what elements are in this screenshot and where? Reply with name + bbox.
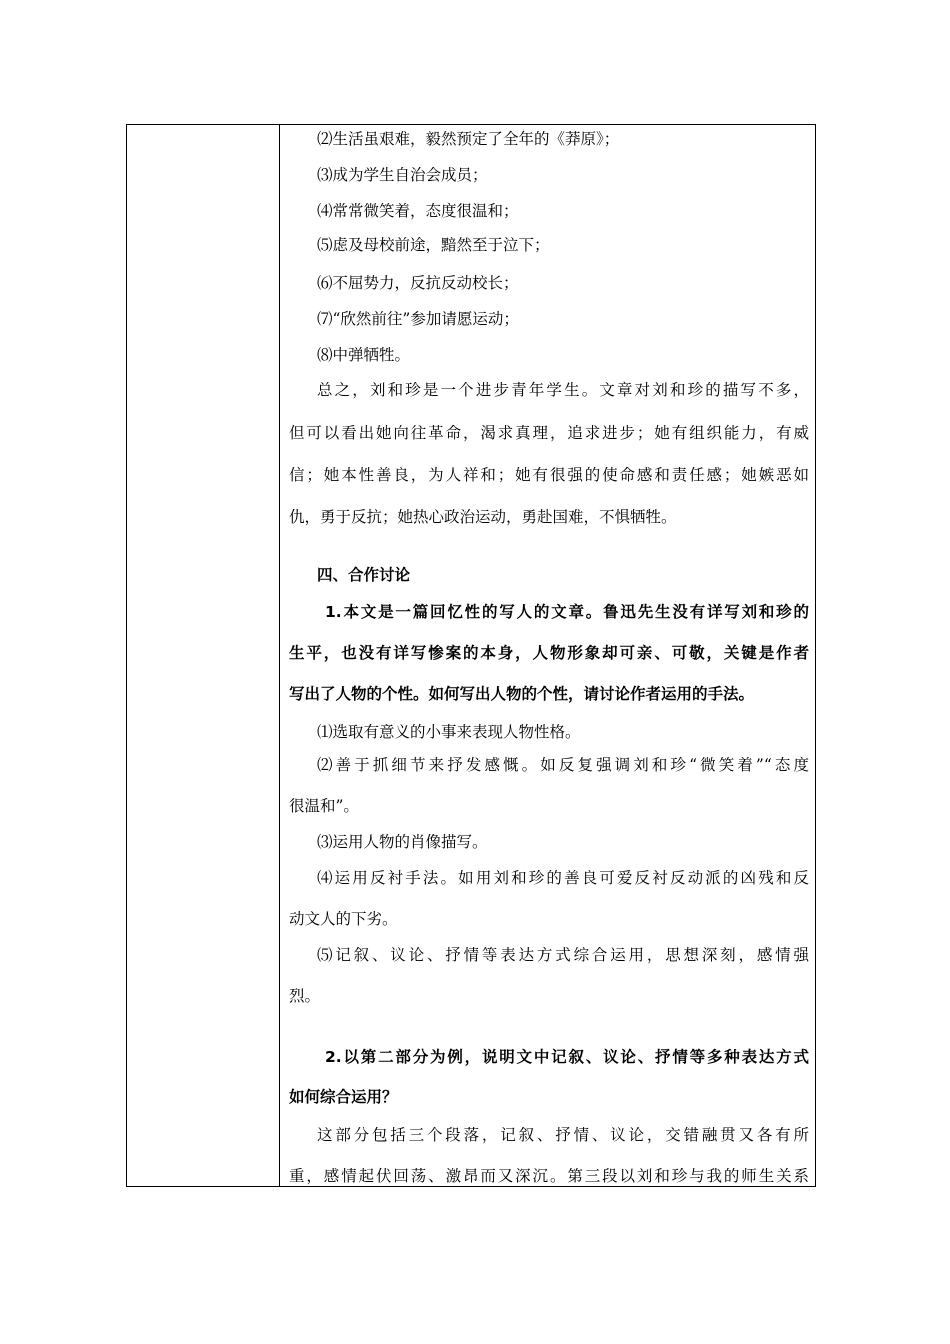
- list-item: ⑷常常微笑着，态度很温和；: [317, 202, 519, 220]
- list-item: ⑻中弹牺牲。: [317, 346, 411, 364]
- question-line: 生平，也没有详写惨案的本身，人物形象却可亲、可敬，关键是作者: [289, 644, 809, 662]
- answer-line: 烈。: [289, 987, 321, 1005]
- question-line: 1.本文是一篇回忆性的写人的文章。鲁迅先生没有详写刘和珍的: [325, 603, 809, 621]
- answer-line: 这部分包括三个段落，记叙、抒情、议论，交错融贯又各有所: [317, 1126, 809, 1144]
- summary-line: 仇，勇于反抗；她热心政治运动，勇赴国难，不惧牺牲。: [289, 508, 677, 526]
- answer-line: 重，感情起伏回荡、激昂而又深沉。第三段以刘和珍与我的师生关系: [289, 1167, 809, 1185]
- right-column-cell: [281, 125, 815, 1186]
- list-item: ⑶成为学生自治会成员；: [317, 166, 488, 184]
- answer-line: ⑷运用反衬手法。如用刘和珍的善良可爱反衬反动派的凶残和反: [317, 869, 809, 887]
- summary-line: 但可以看出她向往革命，渴求真理，追求进步；她有组织能力，有威: [289, 424, 809, 442]
- list-item: ⑺“欣然前往”参加请愿运动；: [317, 310, 519, 328]
- answer-line: ⑶运用人物的肖像描写。: [317, 833, 488, 851]
- answer-line: ⑵善于抓细节来抒发感慨。如反复强调刘和珍“微笑着”“态度: [317, 756, 809, 774]
- list-item: ⑸虑及母校前途，黯然至于泣下；: [317, 236, 550, 254]
- answer-line: 动文人的下劣。: [289, 910, 398, 928]
- summary-line: 总之，刘和珍是一个进步青年学生。文章对刘和珍的描写不多，: [317, 381, 809, 399]
- section-heading: 四、合作讨论: [317, 566, 411, 584]
- answer-line: 很温和”。: [289, 797, 359, 815]
- answer-line: ⑸记叙、议论、抒情等表达方式综合运用，思想深刻，感情强: [317, 946, 809, 964]
- question-line: 写出了人物的个性。如何写出人物的个性，请讨论作者运用的手法。: [289, 685, 755, 703]
- question-line: 如何综合运用？: [289, 1088, 398, 1106]
- content-table: [126, 124, 816, 1187]
- summary-line: 信；她本性善良，为人祥和；她有很强的使命感和责任感；她嫉恶如: [289, 466, 809, 484]
- question-line: 2.以第二部分为例，说明文中记叙、议论、抒情等多种表达方式: [325, 1048, 809, 1066]
- left-column-cell: [127, 125, 280, 1186]
- answer-line: ⑴选取有意义的小事来表现人物性格。: [317, 723, 581, 741]
- list-item: ⑵生活虽艰难，毅然预定了全年的《莽原》；: [317, 130, 620, 148]
- list-item: ⑹不屈势力，反抗反动校长；: [317, 274, 519, 292]
